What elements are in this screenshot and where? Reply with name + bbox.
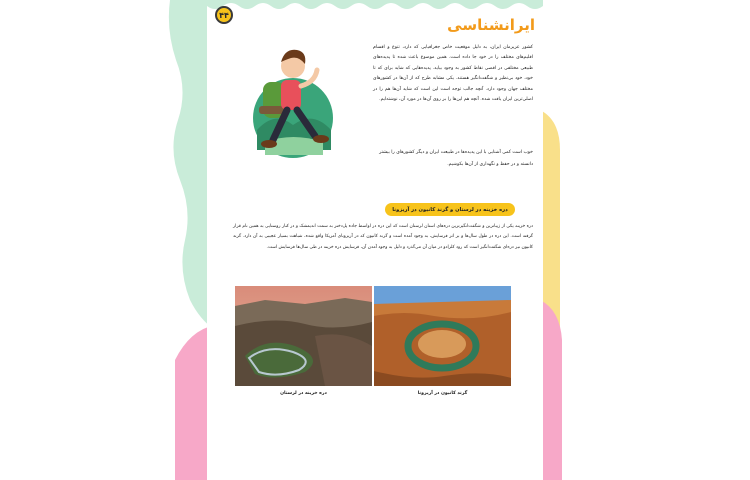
- hiker-illustration: [235, 40, 355, 170]
- section-heading: دره خزینه در لرستان و گرند کانیون در آریزونا: [385, 203, 515, 216]
- content-page: [207, 0, 543, 480]
- photo-caption-khazineh: دره خزینه در لرستان: [280, 391, 327, 396]
- grand-canyon-photo: [374, 286, 511, 386]
- intro-paragraph: کشور عزیزمان ایران، به دلیل موقعیت خاص جغرافیایی که دارد، تنوع و اقسام اقلیم‌های مختلف را در خود جا داده است. همین موضوع باعث شده تا پدیده‌های طبیعی مختلفی در اقصی نقاط کشور به وجود بیاید. پدیده‌هایی که شاید برای که تا خود، خود بی‌نظیر و شگفت‌انگیز هستند. یکی مشابه طرح که از آن‌ها در کشورهای مختلف جهان وجود دارد. آنچه جالب توجه است این است که شاید آن‌ها هم را در اصلی‌ترین ایران یافت شده. آنچه هم این‌ها را بر روی آن‌ها در مورد آن، نوشته‌ایم.: [373, 45, 533, 103]
- page-number-badge: ۴۴: [215, 6, 233, 24]
- intro-tail-paragraph: خوب است کمی آشنایی با این پدیده‌ها در طبیعت ایران و دیگر کشورهای را بیشتر دانسته و در حفظ و نگهداری از آن‌ها بکوشیم.: [379, 150, 533, 167]
- page-title: ایرانشناسی: [447, 16, 535, 34]
- khazineh-valley-photo: [235, 286, 372, 386]
- wavy-border: [207, 0, 543, 12]
- photo-caption-grand-canyon: گرند کانیون در آریزونا: [417, 391, 468, 396]
- section-paragraph: دره خزینه یکی از زیباترین و شگفت‌انگیزترین دره‌های استان لرستان است که این دره در اواسط جاده پل‌دختر به سمت اندیمشک و در کنار روستایی به همین نام قرار گرفته است. این دره در طول سال‌ها و بر اثر فرسایش، به وجود آمده است و گرند کانیون که در آریزونای آمریکا واقع شده، شباهت بسیار عجیبی به آن دارد. گرند کانیون نیز دره‌ای شگفت‌انگیز است که رود کلرادو در میان آن می‌گذرد و دلیل به وجود آمدن آن، فرسایش دره خزینه در طی سال‌ها فرسایش است.: [233, 224, 533, 250]
